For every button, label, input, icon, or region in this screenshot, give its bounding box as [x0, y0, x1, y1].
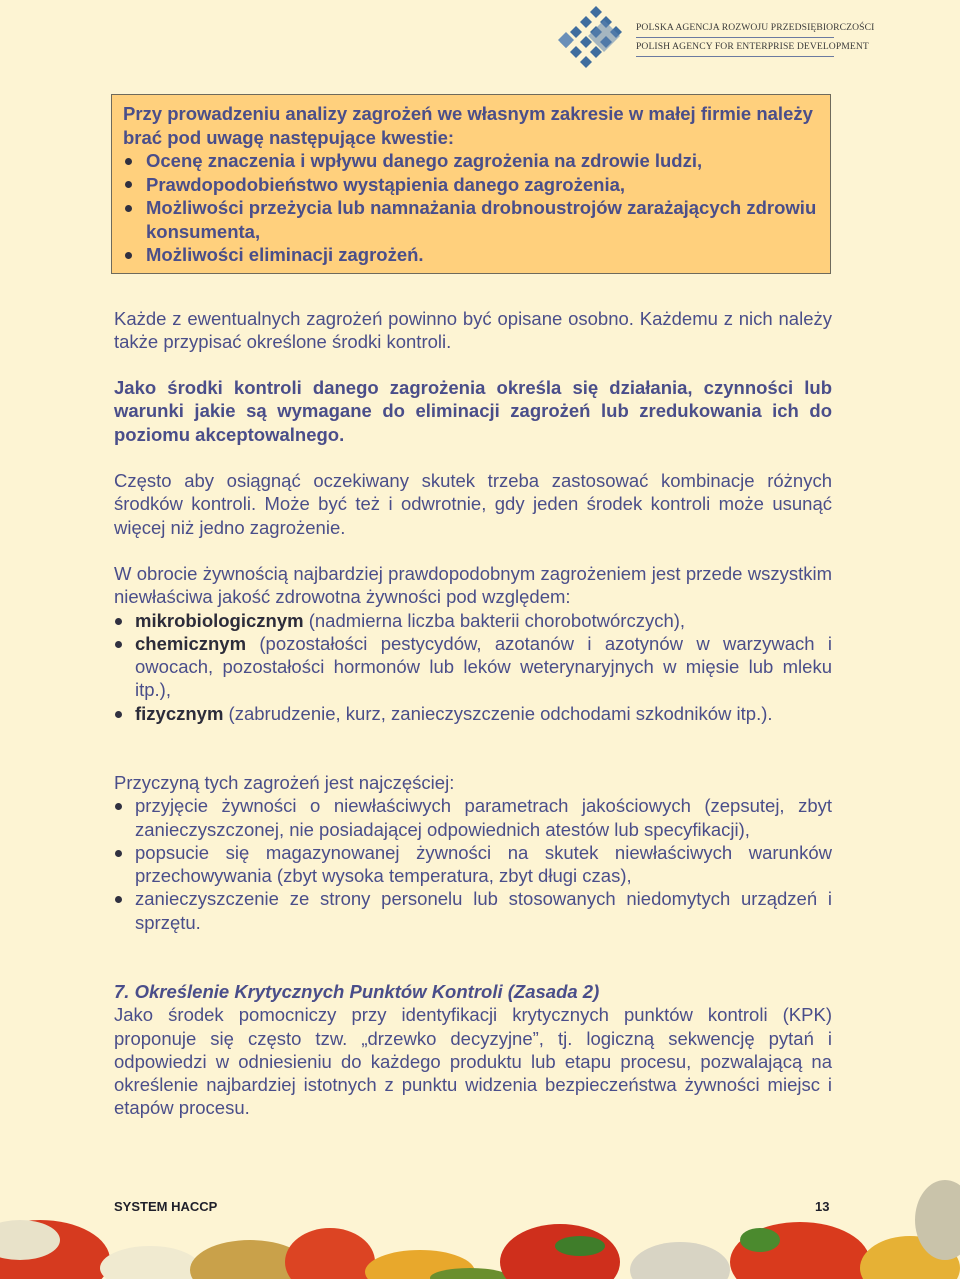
cause-item: zanieczyszczenie ze strony personelu lub stosowanych niedomytych urządzeń i sprzętu.	[114, 887, 832, 934]
box-intro: Przy prowadzeniu analizy zagrożeń we własnym zakresie w małej firmie należy brać pod uwagę następujące kwestie:	[123, 103, 813, 148]
hazard-desc: (pozostałości pestycydów, azotanów i azotynów w warzywach i owocach, pozostałości hormonów lub leków weterynaryjnych w mięsie lub mleku itp.),	[135, 632, 832, 701]
agency-divider	[636, 37, 834, 38]
box-list-item: Możliwości przeżycia lub namnażania drobnoustrojów zarażających zdrowiu konsumenta,	[123, 196, 820, 243]
hazard-desc: (zabrudzenie, kurz, zanieczyszczenie odchodami szkodników itp.).	[223, 702, 773, 724]
agency-divider-bottom	[636, 56, 834, 57]
box-list-item: Możliwości eliminacji zagrożeń.	[123, 243, 820, 267]
paragraph-text: Jako środki kontroli danego zagrożenia określa się działania, czynności lub warunki jakie są wymagane do eliminacji zagrożeń lub zredukowania ich do poziomu akceptowalnego.	[114, 377, 832, 445]
hazard-term: chemicznym	[135, 632, 247, 654]
diamond-grid-logo-icon	[556, 6, 636, 70]
hazard-item	[114, 609, 832, 632]
paragraph-food-hazards	[114, 562, 832, 725]
cause-item: popsucie się magazynowanej żywności na skutek niewłaściwych warunków przechowywania (zbyt wysoka temperatura, zbyt długi czas),	[114, 841, 832, 888]
section-heading: 7. Określenie Krytycznych Punktów Kontroli (Zasada 2)	[114, 981, 600, 1002]
paragraph-text: W obrocie żywnością najbardziej prawdopodobnym zagrożeniem jest przede wszystkim niewłaściwa jakość zdrowotna żywności pod względem:	[114, 563, 832, 608]
page-number: 13	[815, 1199, 830, 1214]
hazard-term: fizycznym	[135, 702, 224, 724]
causes-list	[114, 794, 832, 934]
paragraph-text: Często aby osiągnąć oczekiwany skutek trzeba zastosować kombinacje różnych środków kontroli. Może być też i odwrotnie, gdy jeden środek kontroli może usunąć więcej niż jedno zagrożenie.	[114, 470, 832, 538]
key-issues-box	[111, 94, 831, 274]
section-ccp	[114, 980, 832, 1120]
paragraph-combinations	[114, 469, 832, 539]
vegetables-decoration-icon	[0, 1150, 960, 1279]
box-list-item: Ocenę znaczenia i wpływu danego zagrożenia na zdrowie ludzi,	[123, 149, 820, 173]
paragraph-hazard-description	[114, 307, 832, 354]
paragraph-text: Każde z ewentualnych zagrożeń powinno być opisane osobno. Każdemu z nich należy także przypisać określone środki kontroli.	[114, 308, 832, 353]
hazard-term: mikrobiologicznym	[135, 609, 304, 631]
box-list	[123, 149, 820, 267]
hazard-item	[114, 632, 832, 702]
hazard-list	[114, 609, 832, 725]
footer-title: SYSTEM HACCP	[114, 1199, 218, 1214]
agency-name-en: POLISH AGENCY FOR ENTERPRISE DEVELOPMENT	[636, 41, 869, 52]
agency-name	[636, 22, 875, 60]
section-text: Jako środek pomocniczy przy identyfikacji krytycznych punktów kontroli (KPK) proponuje się często tzw. „drzewko decyzyjne”, tj. logiczną sekwencję pytań i odpowiedzi w odniesieniu do każdego produktu lub etapu procesu, pozwalającą na określenie najbardziej istotnych z punktu widzenia bezpieczeństwa żywności miejsc i etapów procesu.	[114, 1004, 832, 1119]
hazard-desc: (nadmierna liczba bakterii chorobotwórczych),	[303, 609, 686, 631]
paragraph-causes	[114, 771, 832, 934]
hazard-item	[114, 702, 832, 725]
agency-name-pl: POLSKA AGENCJA ROZWOJU PRZEDSIĘBIORCZOŚCI	[636, 22, 875, 33]
box-list-item: Prawdopodobieństwo wystąpienia danego zagrożenia,	[123, 173, 820, 197]
causes-intro: Przyczyną tych zagrożeń jest najczęściej:	[114, 772, 455, 793]
paragraph-control-measures	[114, 376, 832, 446]
cause-item: przyjęcie żywności o niewłaściwych parametrach jakościowych (zepsutej, zbyt zanieczyszczonej, nie posiadającej odpowiednich atestów lub specyfikacji),	[114, 794, 832, 841]
